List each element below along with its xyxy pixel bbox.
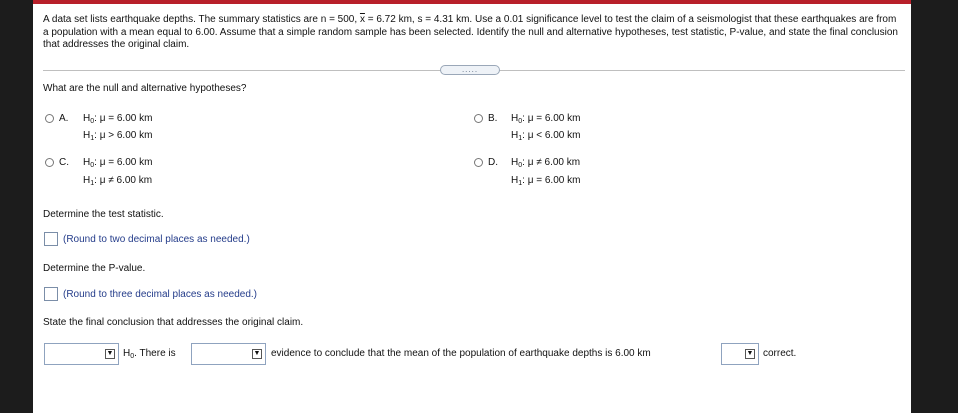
x-bar-symbol: $\overline{x}$ — [359, 14, 365, 25]
top-accent-bar — [33, 0, 911, 4]
option-c-letter: C. — [59, 157, 69, 168]
option-b-letter: B. — [488, 113, 498, 124]
option-b-h0[interactable]: $H_0$: μ = 6.00 km — [511, 113, 581, 125]
option-d-letter: D. — [488, 157, 498, 168]
option-d-h1[interactable]: $H_1$: μ = 6.00 km — [511, 175, 581, 187]
problem-statement: A data set lists earthquake depths. The summary statistics are n = 500, $\overline{x} = 6.72$ km, s = 4.31 km. Use a 0.01 significance level to test the claim of a seismologist that these earthquakes are from a population with a mean equal to 6.00. Assume that a simple random sample has been selected. Identify the null and alternative hypotheses, test statistic, P-value, and state the final conclusion that addresses the original claim. — [43, 14, 898, 50]
test-statistic-hint: (Round to two decimal places as needed.) — [63, 234, 250, 245]
test-statistic-input[interactable] — [44, 232, 58, 246]
option-a-letter: A. — [59, 113, 69, 124]
conclusion-end: correct. — [763, 348, 797, 359]
p-value-input[interactable] — [44, 287, 58, 301]
option-a-h0[interactable]: $H_0$: μ = 6.00 km — [83, 113, 153, 125]
option-d-radio[interactable] — [474, 158, 483, 167]
expand-more-button[interactable]: ..... — [440, 65, 500, 75]
claim-select[interactable] — [721, 343, 759, 365]
option-b-radio[interactable] — [474, 114, 483, 123]
option-d-h0[interactable]: $H_0$: μ ≠ 6.00 km — [511, 157, 581, 169]
option-c-h1[interactable]: $H_1$: μ ≠ 6.00 km — [83, 175, 153, 187]
h0-label: $H_0$. There is — [123, 348, 176, 360]
p-value-hint: (Round to three decimal places as needed.) — [63, 289, 258, 300]
option-b-h1[interactable]: $H_1$: μ < 6.00 km — [511, 130, 581, 142]
option-c-h0[interactable]: $H_0$: μ = 6.00 km — [83, 157, 153, 169]
chevron-down-icon: ▼ — [253, 350, 261, 357]
conclusion-text: evidence to conclude that the mean of the population of earthquake depths is 6.00 km — [271, 348, 651, 359]
question-p-value: Determine the P-value. — [43, 263, 146, 274]
option-c-radio[interactable] — [45, 158, 54, 167]
question-conclusion: State the final conclusion that addresses the original claim. — [43, 317, 304, 328]
chevron-down-icon: ▼ — [746, 350, 754, 357]
chevron-down-icon: ▼ — [106, 350, 114, 357]
question-hypotheses: What are the null and alternative hypotheses? — [43, 83, 247, 94]
evidence-select[interactable] — [191, 343, 266, 365]
decision-select[interactable] — [44, 343, 119, 365]
option-a-radio[interactable] — [45, 114, 54, 123]
option-a-h1[interactable]: $H_1$: μ > 6.00 km — [83, 130, 153, 142]
question-test-statistic: Determine the test statistic. — [43, 209, 164, 220]
